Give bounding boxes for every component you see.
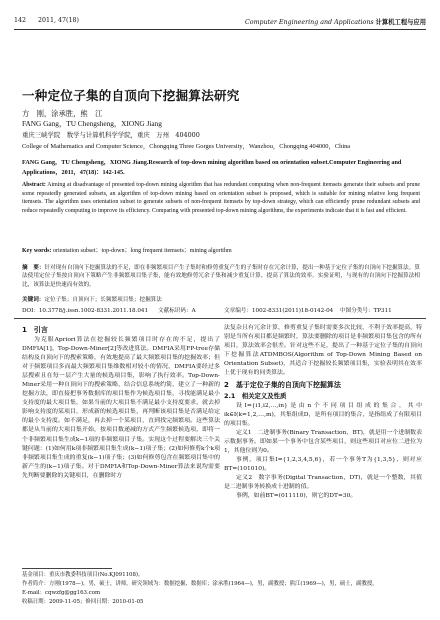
authors-cn: 方 刚，涂承胜，熊 江 <box>22 109 103 118</box>
footnote-email: E-mail：cqwzfg@gg163.com <box>22 590 101 596</box>
footnote-author: 作者简介：方刚(1978—)，男，硕士，讲师，研究领域为：数据挖掘、数据库；涂承胜(1964—)，男，副教授；熊江(1969—)，男，硕士，副教授。 <box>22 581 378 587</box>
definition-1: 定义1 二进制事务(Binary Transaction，BT)，就是用一个进制数表示数据事务。即如果一个事务中包含某些项目，则这些项目对应位二进位为1，其他位则为0。 <box>224 429 422 454</box>
subsection-title-definitions: 2.1 相关定义及性质 <box>224 391 287 400</box>
affiliation-en: College of Mathematics and Computer Science，Chongqing Three Gorges University，Wanzhou，Chongqing 404000，China <box>22 143 351 150</box>
cn-abstract-label: 摘 要： <box>22 265 45 271</box>
keywords-cn <box>22 295 420 303</box>
affiliation-cn: 重庆三峡学院 数学与计算机科学学院，重庆 万州 404000 <box>22 131 200 139</box>
article-meta <box>22 306 420 316</box>
citation: FANG Gang，TU Chengsheng，XIONG Jiang.Research of top-down mining algorithm based on orientation subset.Computer Engineering and Applications，2011，47(18)：142-145. <box>22 159 402 176</box>
keywords-text: orientation subset；top-down；long frequent itemsets；mining algorithm <box>53 248 232 254</box>
journal-name <box>245 17 426 26</box>
doc-code: 文献标识码：A <box>158 308 196 314</box>
footnote-dates: 收稿日期：2009-11-05；修回日期：2010-01-05 <box>22 599 144 605</box>
doi: DOI：10.3778/j.issn.1002-8331.2011.18.041 <box>22 308 149 314</box>
meta-rule <box>14 318 426 319</box>
journal-name-en: Computer Engineering and Applications <box>244 19 374 26</box>
clc-number: 中图分类号：TP311 <box>340 308 392 314</box>
abstract-en <box>22 181 420 215</box>
authors-en: FANG Gang，TU Chengsheng，XIONG Jiang <box>22 119 162 128</box>
article-number: 文章编号：1002-8331(2011)18-0142-04 <box>224 308 334 314</box>
footnote-rule <box>22 568 112 569</box>
page-number: 142 <box>14 17 27 24</box>
intro-paragraph-cont: 法复杂且有冗余计算，修剪重复子集时需要多次比较，不利于效率提高，特别是当所有项目都是频繁时，算法要删除的项目是非频繁项目集包含的所有项目，算法效率会很差。针对这些不足，提出了一种基于定位子集的自顶向下挖掘算法ATDMBOS(Algorithm of Top-Down Mining Based on Orientation Subset)，其适合于挖掘较长频繁项目集，实验表明其在效率上优于现有的同类算法。 <box>224 325 422 377</box>
body-column-right <box>224 324 422 501</box>
keywords-en <box>22 245 420 254</box>
example-1: 事例，项目集I={1,2,3,4,5,6}，若一个事务T为{1,3,5}，则对应BT=(101010)。 <box>224 456 422 472</box>
journal-name-cn: 计算机工程与应用 <box>375 19 426 26</box>
cn-abstract-text: 针对现有自顶向下挖掘算法的不足，即在非频繁项目产生子集时和修剪重复产生的子集时存在冗余计算，提出一种基于定位子集的自顶向下挖掘算法。算法使用定位子集按自顶向下策略产生非频繁项目集子集，能有效地修剪冗余子集和减少重复计算，提高了算法的效率。实验证明，与现有的自顶向下挖掘算法相比，该算法是快速而有效的。 <box>22 265 420 288</box>
abstract-cn <box>22 264 420 289</box>
example-2: 事例，如前BT=(011110)，则它的DT=30。 <box>236 493 357 500</box>
paper-title: 一种定位子集的自顶向下挖掘算法研究 <box>22 88 240 103</box>
header-rule <box>14 29 426 30</box>
body-column-left <box>22 324 220 481</box>
definition-2: 定义2 数字事务(Digital Transaction，DT)，就是一个整数，其值是二进制事务转换成十进制的值。 <box>224 475 422 491</box>
intro-paragraph: 为克服Apriori算法在挖掘较长频繁项目时存在的不足，提出了DMFIA[1]、Top-Down-Miner[2]等改进算法。DMFIA采用FP-tree存储结构及自顶向下的搜索策略，有效地提高了最大频繁项目集的挖掘效率；但对于频繁项目多而最大频繁项目集维数相对较小的情况，DMFIA要经过多层搜索且在每一层产生大量的候选项目集，影响了执行效率。Top-Down-Miner采用一种自顶向下的搜索策略，结合信息系统约简，建立了一种新的挖掘方法，即直接把事务数据库的项目集作为候选项目集，寻找能满足最小支持度的最大项目集，如果当前的大项目集不满足最小支持度要求，就去掉影响支持度的某项目，形成新的候选项目集，再判断该项目集是否满足给定的最小支持度。如不满足，再去掉一个某项目，直到找完频繁项。这些算法都是从当前的大项目集开始，按项目数递减的方式产生频繁候选项，即将一个非频繁项目集生成k−1项的非频繁项目子集。实现这个过程要解决三个关键问题：(1)如何用k项非频繁项目集生成(k−1)项子集；(2)如何修剪k个k项非频繁项目集生成的重复(k−1)项子集；(3)如何修剪包含在频繁项目集中的新产生的(k−1)项子集。对于DMFIA和Top-Down-Miner算法来说均需要先判断要删除的关键项目，在删除时方 <box>22 337 220 479</box>
page-header <box>14 16 426 28</box>
abstract-text: Aiming at disadvantage of presented top-down mining algorithm that has redundant computing when non-frequent itemsets generate their subsets and prune some repeatedly generated subsets, an algorithm of top-down mining based on orientation subset is proposed, which is suitable for mining relative long frequent itemsets. The algorithm uses orientation subset to generate subsets of non-frequent itemsets by top-down strategy, which can efficiently prune redundant subsets and reduce repeatedly computing to improve its efficiency. Comparing with presented top-down mining algorithms, the experiments indicate that it is fast and efficient. <box>22 182 420 214</box>
footnote-fund: 基金项目：重庆市教委科技项目(No.KJ091108)。 <box>22 572 144 578</box>
journal-volume: 2011, 47(18) <box>38 17 79 24</box>
keywords-label: Key words: <box>22 248 52 254</box>
cn-keywords-text: 定位子集；自顶向下；长频繁项目集；挖掘算法 <box>44 297 162 303</box>
footnotes <box>22 571 420 607</box>
section-title-intro: 1 引言 <box>22 326 48 334</box>
definitions-paragraph: 设I={i1,i2,…,in}是由n个不同项目组成的集合，其中ik∈I(k=1,2,…,m)，其集组成D，是所有项目的集合，是指组成了有限项目的项目集。 <box>224 402 422 427</box>
cn-keywords-label: 关键词： <box>22 297 45 303</box>
section-title-algorithm: 2 基于定位子集的自顶向下挖掘算法 <box>224 380 341 389</box>
abstract-label: Abstract: <box>22 182 46 188</box>
